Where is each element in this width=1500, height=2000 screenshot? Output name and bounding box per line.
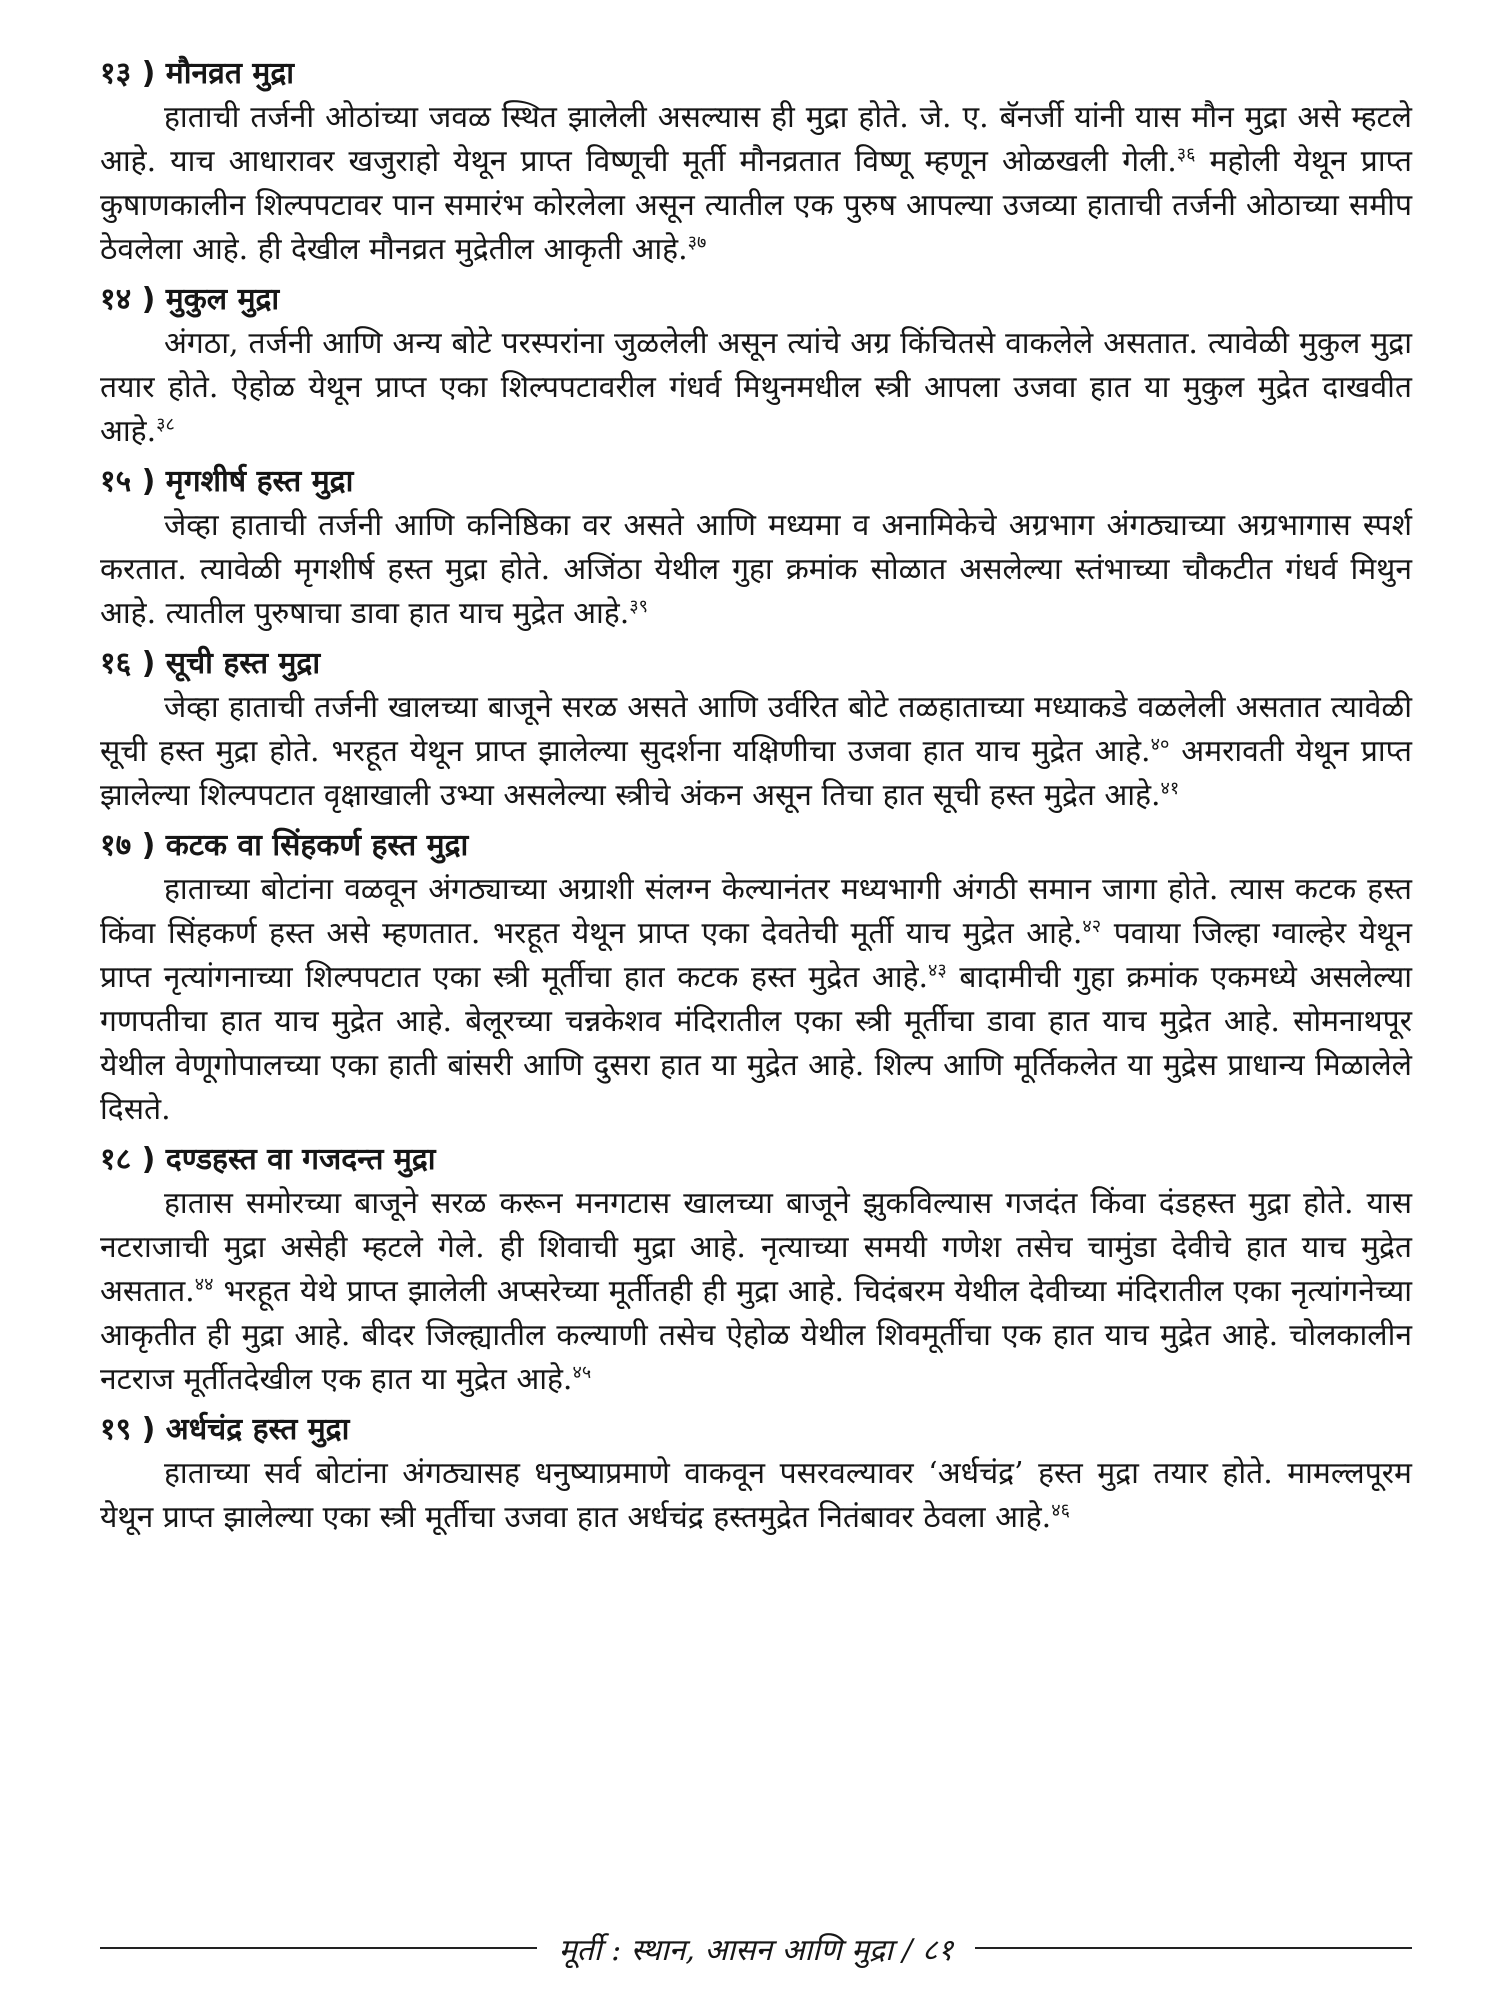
section-heading: १६ ) सूची हस्त मुद्रा [100,646,321,681]
paragraph-text: महोली येथून प्राप्त कुषाणकालीन शिल्पपटावर पान समारंभ कोरलेला असून त्यातील एक पुरुष आपल्या उजव्या हाताची तर्जनी ओठाच्या समीप ठेवलेला आहे. ही देखील मौनव्रत मुद्रेतील आकृती आहे. [100,144,1412,267]
footnote-ref: ३६ [1176,144,1196,165]
paragraph-text: भरहूत येथे प्राप्त झालेली अप्सरेच्या मूर्तीतही ही मुद्रा आहे. चिदंबरम येथील देवीच्या मंदिरातील एका नृत्यांगनेच्या आकृतीत ही मुद्रा आहे. बीदर जिल्ह्यातील कल्याणी तसेच ऐहोळ येथील शिवमूर्तीचा एक हात याच मुद्रेत आहे. चोलकालीन नटराज मूर्तीतदेखील एक हात या मुद्रेत आहे. [100,1274,1412,1397]
section-paragraph [100,1452,1412,1540]
section-paragraph [100,504,1412,636]
footer-rule-right [975,1947,1412,1949]
section-heading: १४ ) मुकुल मुद्रा [100,282,280,317]
paragraph-text: अमरावती येथून प्राप्त झालेल्या शिल्पपटात वृक्षाखाली उभ्या असलेल्या स्त्रीचे अंकन असून तिचा हात सूची हस्त मुद्रेत आहे. [100,734,1413,813]
section [100,642,1412,818]
section-paragraph [100,686,1412,818]
section [100,278,1412,454]
paragraph-text: अंगठा, तर्जनी आणि अन्य बोटे परस्परांना जुळलेली असून त्यांचे अग्र किंचितसे वाकलेले असतात. त्यावेळी मुकुल मुद्रा तयार होते. ऐहोळ येथून प्राप्त एका शिल्पपटावरील गंधर्व मिथुनमधील स्त्री आपला उजवा हात या मुकुल मुद्रेत दाखवीत आहे. [100,326,1412,449]
paragraph-text: जेव्हा हाताची तर्जनी आणि कनिष्ठिका वर असते आणि मध्यमा व अनामिकेचे अग्रभाग अंगठ्याच्या अग्रभागास स्पर्श करतात. त्यावेळी मृगशीर्ष हस्त मुद्रा होते. अजिंठा येथील गुहा क्रमांक सोळात असलेल्या स्तंभाच्या चौकटीत गंधर्व मिथुन आहे. त्यातील पुरुषाचा डावा हात याच मुद्रेत आहे. [100,508,1412,631]
section [100,460,1412,636]
footer-rule-left [100,1947,537,1949]
footnote-ref: ४० [1150,734,1170,755]
page-body [100,52,1412,1546]
paragraph-text: हाताची तर्जनी ओठांच्या जवळ स्थित झालेली असल्यास ही मुद्रा होते. जे. ए. बॅनर्जी यांनी यास मौन मुद्रा असे म्हटले आहे. याच आधारावर खजुराहो येथून प्राप्त विष्णूची मूर्ती मौनव्रतात विष्णू म्हणून ओळखली गेली. [100,100,1412,179]
footnote-ref: ४१ [1160,778,1180,799]
paragraph-text: हाताच्या बोटांना वळवून अंगठ्याच्या अग्राशी संलग्न केल्यानंतर मध्यभागी अंगठी समान जागा होते. त्यास कटक हस्त किंवा सिंहकर्ण हस्त असे म्हणतात. भरहूत येथून प्राप्त एका देवतेची मूर्ती याच मुद्रेत आहे. [100,872,1412,951]
footnote-ref: ३८ [156,414,175,435]
section-paragraph [100,96,1412,272]
page-footer [100,1928,1412,1968]
section-heading: १८ ) दण्डहस्त वा गजदन्त मुद्रा [100,1142,436,1177]
section [100,1138,1412,1402]
section-paragraph [100,322,1412,454]
footnote-ref: ४२ [1082,916,1102,937]
section-heading: १९ ) अर्धचंद्र हस्त मुद्रा [100,1412,350,1447]
section-heading: १५ ) मृगशीर्ष हस्त मुद्रा [100,464,354,499]
footnote-ref: ४५ [572,1362,592,1383]
section-paragraph [100,1182,1412,1402]
section-heading: १३ ) मौनव्रत मुद्रा [100,56,295,91]
section-heading: १७ ) कटक वा सिंहकर्ण हस्त मुद्रा [100,828,469,863]
paragraph-text: जेव्हा हाताची तर्जनी खालच्या बाजूने सरळ असते आणि उर्वरित बोटे तळहाताच्या मध्याकडे वळलेली असतात त्यावेळी सूची हस्त मुद्रा होते. भरहूत येथून प्राप्त झालेल्या सुदर्शना यक्षिणीचा उजवा हात याच मुद्रेत आहे. [100,690,1412,769]
paragraph-text: पवाया जिल्हा ग्वाल्हेर येथून प्राप्त नृत्यांगनाच्या शिल्पपटात एका स्त्री मूर्तीचा हात कटक हस्त मुद्रेत आहे. [100,916,1412,995]
section [100,824,1412,1132]
footnote-ref: ४३ [928,960,947,981]
sections-container [100,52,1412,1540]
section-paragraph [100,868,1412,1132]
footer-text: मूर्ती : स्थान, आसन आणि मुद्रा / ८१ [558,1932,954,1968]
footnote-ref: ४६ [1051,1500,1070,1521]
footnote-ref: ४४ [194,1274,214,1295]
section [100,52,1412,272]
section [100,1408,1412,1540]
paragraph-text: हातास समोरच्या बाजूने सरळ करून मनगटास खालच्या बाजूने झुकविल्यास गजदंत किंवा दंडहस्त मुद्रा होते. यास नटराजाची मुद्रा असेही म्हटले गेले. ही शिवाची मुद्रा आहे. नृत्याच्या समयी गणेश तसेच चामुंडा देवीचे हात याच मुद्रेत असतात. [100,1186,1412,1309]
paragraph-text: बादामीची गुहा क्रमांक एकमध्ये असलेल्या गणपतीचा हात याच मुद्रेत आहे. बेलूरच्या चन्नकेशव मंदिरातील एका स्त्री मूर्तीचा डावा हात याच मुद्रेत आहे. सोमनाथपूर येथील वेणूगोपालच्या एका हाती बांसरी आणि दुसरा हात या मुद्रेत आहे. शिल्प आणि मूर्तिकलेत या मुद्रेस प्राधान्य मिळालेले दिसते. [100,960,1412,1127]
paragraph-text: हाताच्या सर्व बोटांना अंगठ्यासह धनुष्याप्रमाणे वाकवून पसरवल्यावर ‘अर्धचंद्र’ हस्त मुद्रा तयार होते. मामल्लपूरम येथून प्राप्त झालेल्या एका स्त्री मूर्तीचा उजवा हात अर्धचंद्र हस्तमुद्रेत नितंबावर ठेवला आहे. [100,1456,1412,1535]
footnote-ref: ३९ [629,596,648,617]
footnote-ref: ३७ [687,232,707,253]
